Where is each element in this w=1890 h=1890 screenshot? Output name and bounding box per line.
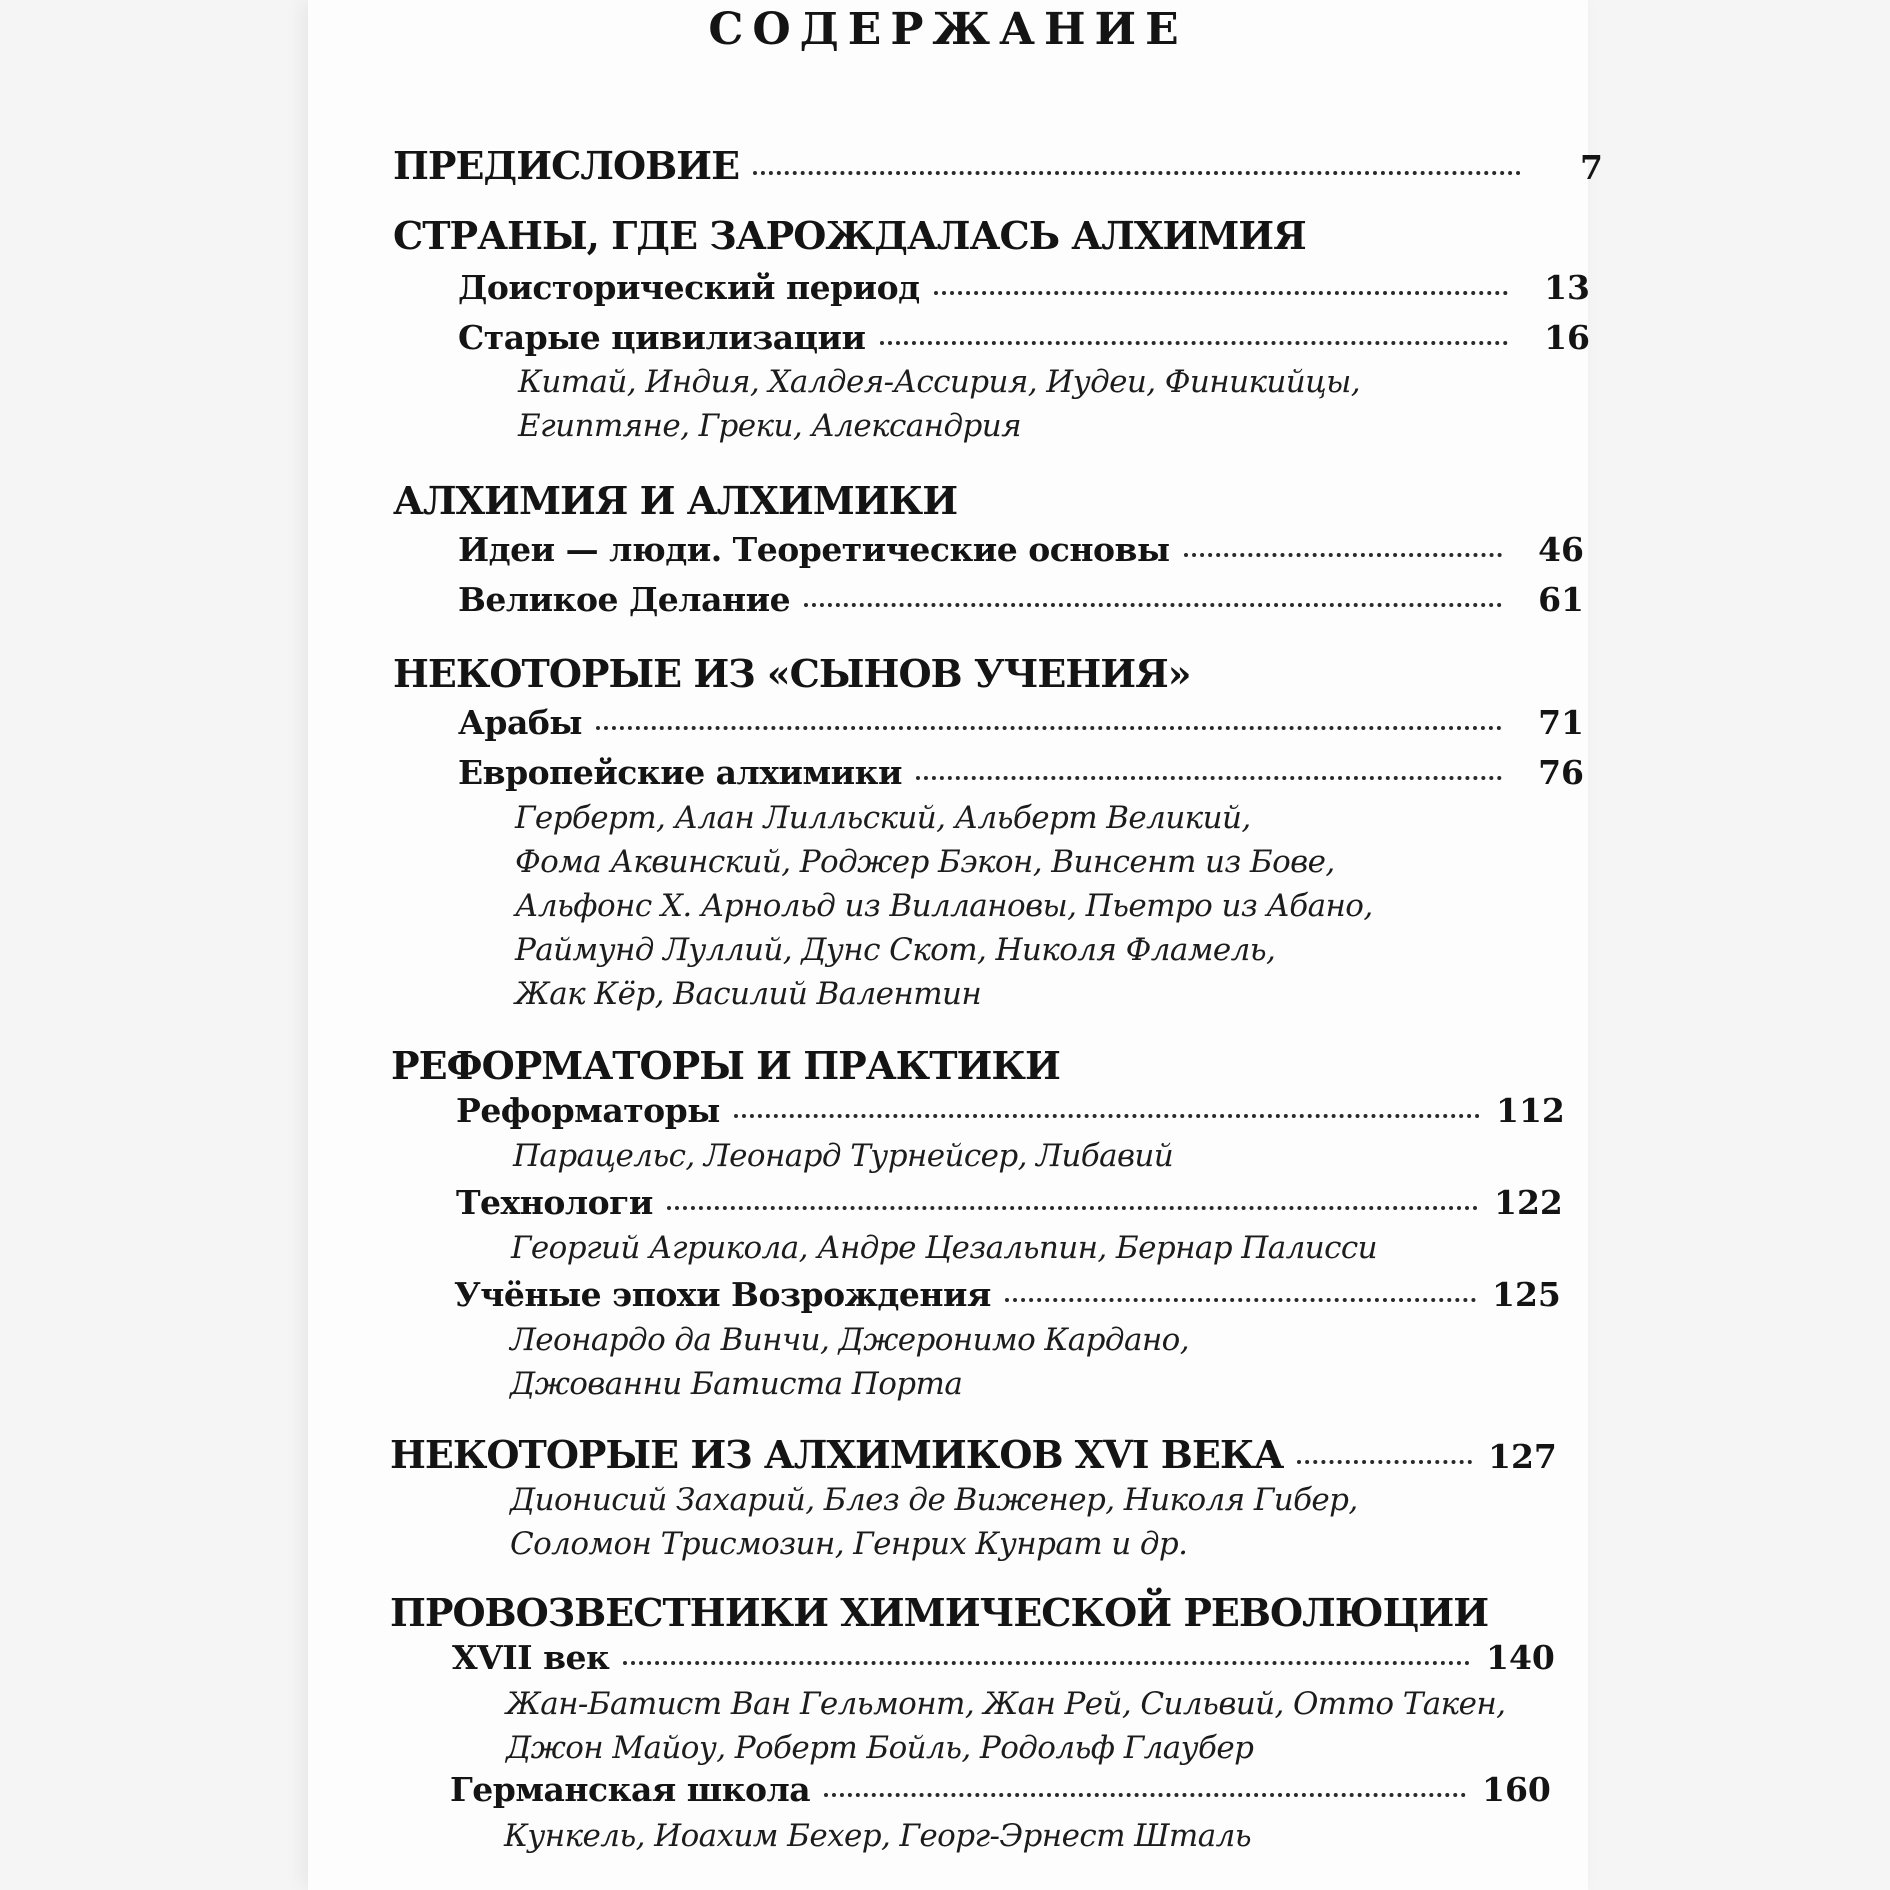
toc-entry-label: Старые цивилизации [458, 318, 866, 357]
subentry-names: Кункель, Иоахим Бехер, Георг-Эрнест Шталь [504, 1818, 1251, 1854]
subentry-names: Джованни Батиста Порта [510, 1366, 963, 1402]
dot-leader [824, 1793, 1466, 1797]
subentry-names: Герберт, Алан Лилльский, Альберт Великий, [515, 800, 1251, 836]
toc-entry-section[interactable] [390, 1432, 1557, 1477]
dot-leader [753, 171, 1521, 175]
dot-leader [1297, 1460, 1472, 1464]
dot-leader [667, 1206, 1478, 1210]
dot-leader [880, 341, 1508, 345]
toc-page-number: 71 [1538, 703, 1584, 742]
toc-entry-label: Доисторический период [458, 268, 920, 307]
toc-entry-label: Германская школа [450, 1770, 811, 1809]
dot-leader [804, 603, 1502, 607]
toc-entry-label: Реформаторы [456, 1091, 720, 1130]
subentry-names: Парацельс, Леонард Турнейсер, Либавий [513, 1138, 1174, 1174]
dot-leader [623, 1661, 1470, 1665]
toc-page-number: 46 [1538, 530, 1584, 569]
toc-entry[interactable] [454, 1275, 1561, 1314]
subentry-names: Жан-Батист Ван Гельмонт, Жан Рей, Сильвий, Отто Такен, [506, 1686, 1506, 1722]
subentry-names: Китай, Индия, Халдея-Ассирия, Иудеи, Финикийцы, [518, 364, 1361, 400]
toc-entry-label: XVII век [452, 1638, 610, 1677]
dot-leader [1184, 553, 1502, 557]
page-title: СОДЕРЖАНИЕ [708, 4, 1188, 55]
toc-page-number: 16 [1544, 318, 1590, 357]
subentry-names: Египтяне, Греки, Александрия [518, 408, 1022, 444]
toc-entry-label: НЕКОТОРЫЕ ИЗ АЛХИМИКОВ XVI ВЕКА [390, 1432, 1284, 1477]
toc-entry[interactable] [450, 1770, 1551, 1809]
toc-page-number: 140 [1486, 1638, 1555, 1677]
subentry-names: Леонардо да Винчи, Джеронимо Кардано, [510, 1322, 1189, 1358]
toc-entry[interactable] [458, 703, 1584, 742]
toc-entry[interactable] [452, 1638, 1555, 1677]
toc-page-number: 13 [1544, 268, 1590, 307]
section-heading: ПРОВОЗВЕСТНИКИ ХИМИЧЕСКОЙ РЕВОЛЮЦИИ [390, 1590, 1489, 1635]
toc-page-number: 125 [1492, 1275, 1561, 1314]
toc-entry[interactable] [458, 753, 1584, 792]
dot-leader [934, 291, 1508, 295]
dot-leader [596, 726, 1502, 730]
subentry-names: Жак Кёр, Василий Валентин [515, 976, 982, 1012]
subentry-names: Дионисий Захарий, Блез де Виженер, Николя Гибер, [510, 1482, 1358, 1518]
toc-entry[interactable] [458, 318, 1590, 357]
toc-entry[interactable] [458, 268, 1590, 307]
toc-entry[interactable] [458, 580, 1584, 619]
section-heading: РЕФОРМАТОРЫ И ПРАКТИКИ [391, 1043, 1060, 1088]
toc-page-number: 127 [1488, 1437, 1557, 1476]
section-heading: АЛХИМИЯ И АЛХИМИКИ [393, 478, 958, 523]
toc-entry-label: Технологи [456, 1183, 653, 1222]
toc-entry[interactable] [456, 1183, 1563, 1222]
subentry-names: Георгий Агрикола, Андре Цезальпин, Бернар Палисси [511, 1230, 1377, 1266]
dot-leader [916, 776, 1502, 780]
toc-entry-label: Великое Делание [458, 580, 791, 619]
section-heading: НЕКОТОРЫЕ ИЗ «СЫНОВ УЧЕНИЯ» [393, 651, 1191, 696]
dot-leader [1005, 1298, 1476, 1302]
subentry-names: Раймунд Луллий, Дунс Скот, Николя Фламель, [515, 932, 1276, 968]
toc-page-number: 122 [1494, 1183, 1563, 1222]
toc-entry[interactable] [456, 1091, 1565, 1130]
toc-entry-label: Идеи — люди. Теоретические основы [458, 530, 1170, 569]
subentry-names: Джон Майоу, Роберт Бойль, Родольф Глаубер [506, 1730, 1254, 1766]
subentry-names: Соломон Трисмозин, Генрих Кунрат и др. [510, 1526, 1188, 1562]
book-page [308, 0, 1603, 1890]
subentry-names: Альфонс X. Арнольд из Виллановы, Пьетро из Абано, [515, 888, 1373, 924]
toc-page-number: 7 [1580, 148, 1603, 187]
toc-page-number: 160 [1482, 1770, 1551, 1809]
toc-page-number: 61 [1538, 580, 1584, 619]
subentry-names: Фома Аквинский, Роджер Бэкон, Винсент из Бове, [515, 844, 1335, 880]
section-heading: СТРАНЫ, ГДЕ ЗАРОЖДАЛАСЬ АЛХИМИЯ [393, 213, 1306, 258]
toc-entry-label: Учёные эпохи Возрождения [454, 1275, 991, 1314]
toc-page-number: 112 [1496, 1091, 1565, 1130]
toc-entry-label: Арабы [458, 703, 582, 742]
toc-entry-label: ПРЕДИСЛОВИЕ [393, 143, 740, 188]
toc-entry-label: Европейские алхимики [458, 753, 902, 792]
toc-entry-preface[interactable] [393, 143, 1603, 188]
dot-leader [734, 1114, 1480, 1118]
toc-entry[interactable] [458, 530, 1584, 569]
toc-page-number: 76 [1538, 753, 1584, 792]
